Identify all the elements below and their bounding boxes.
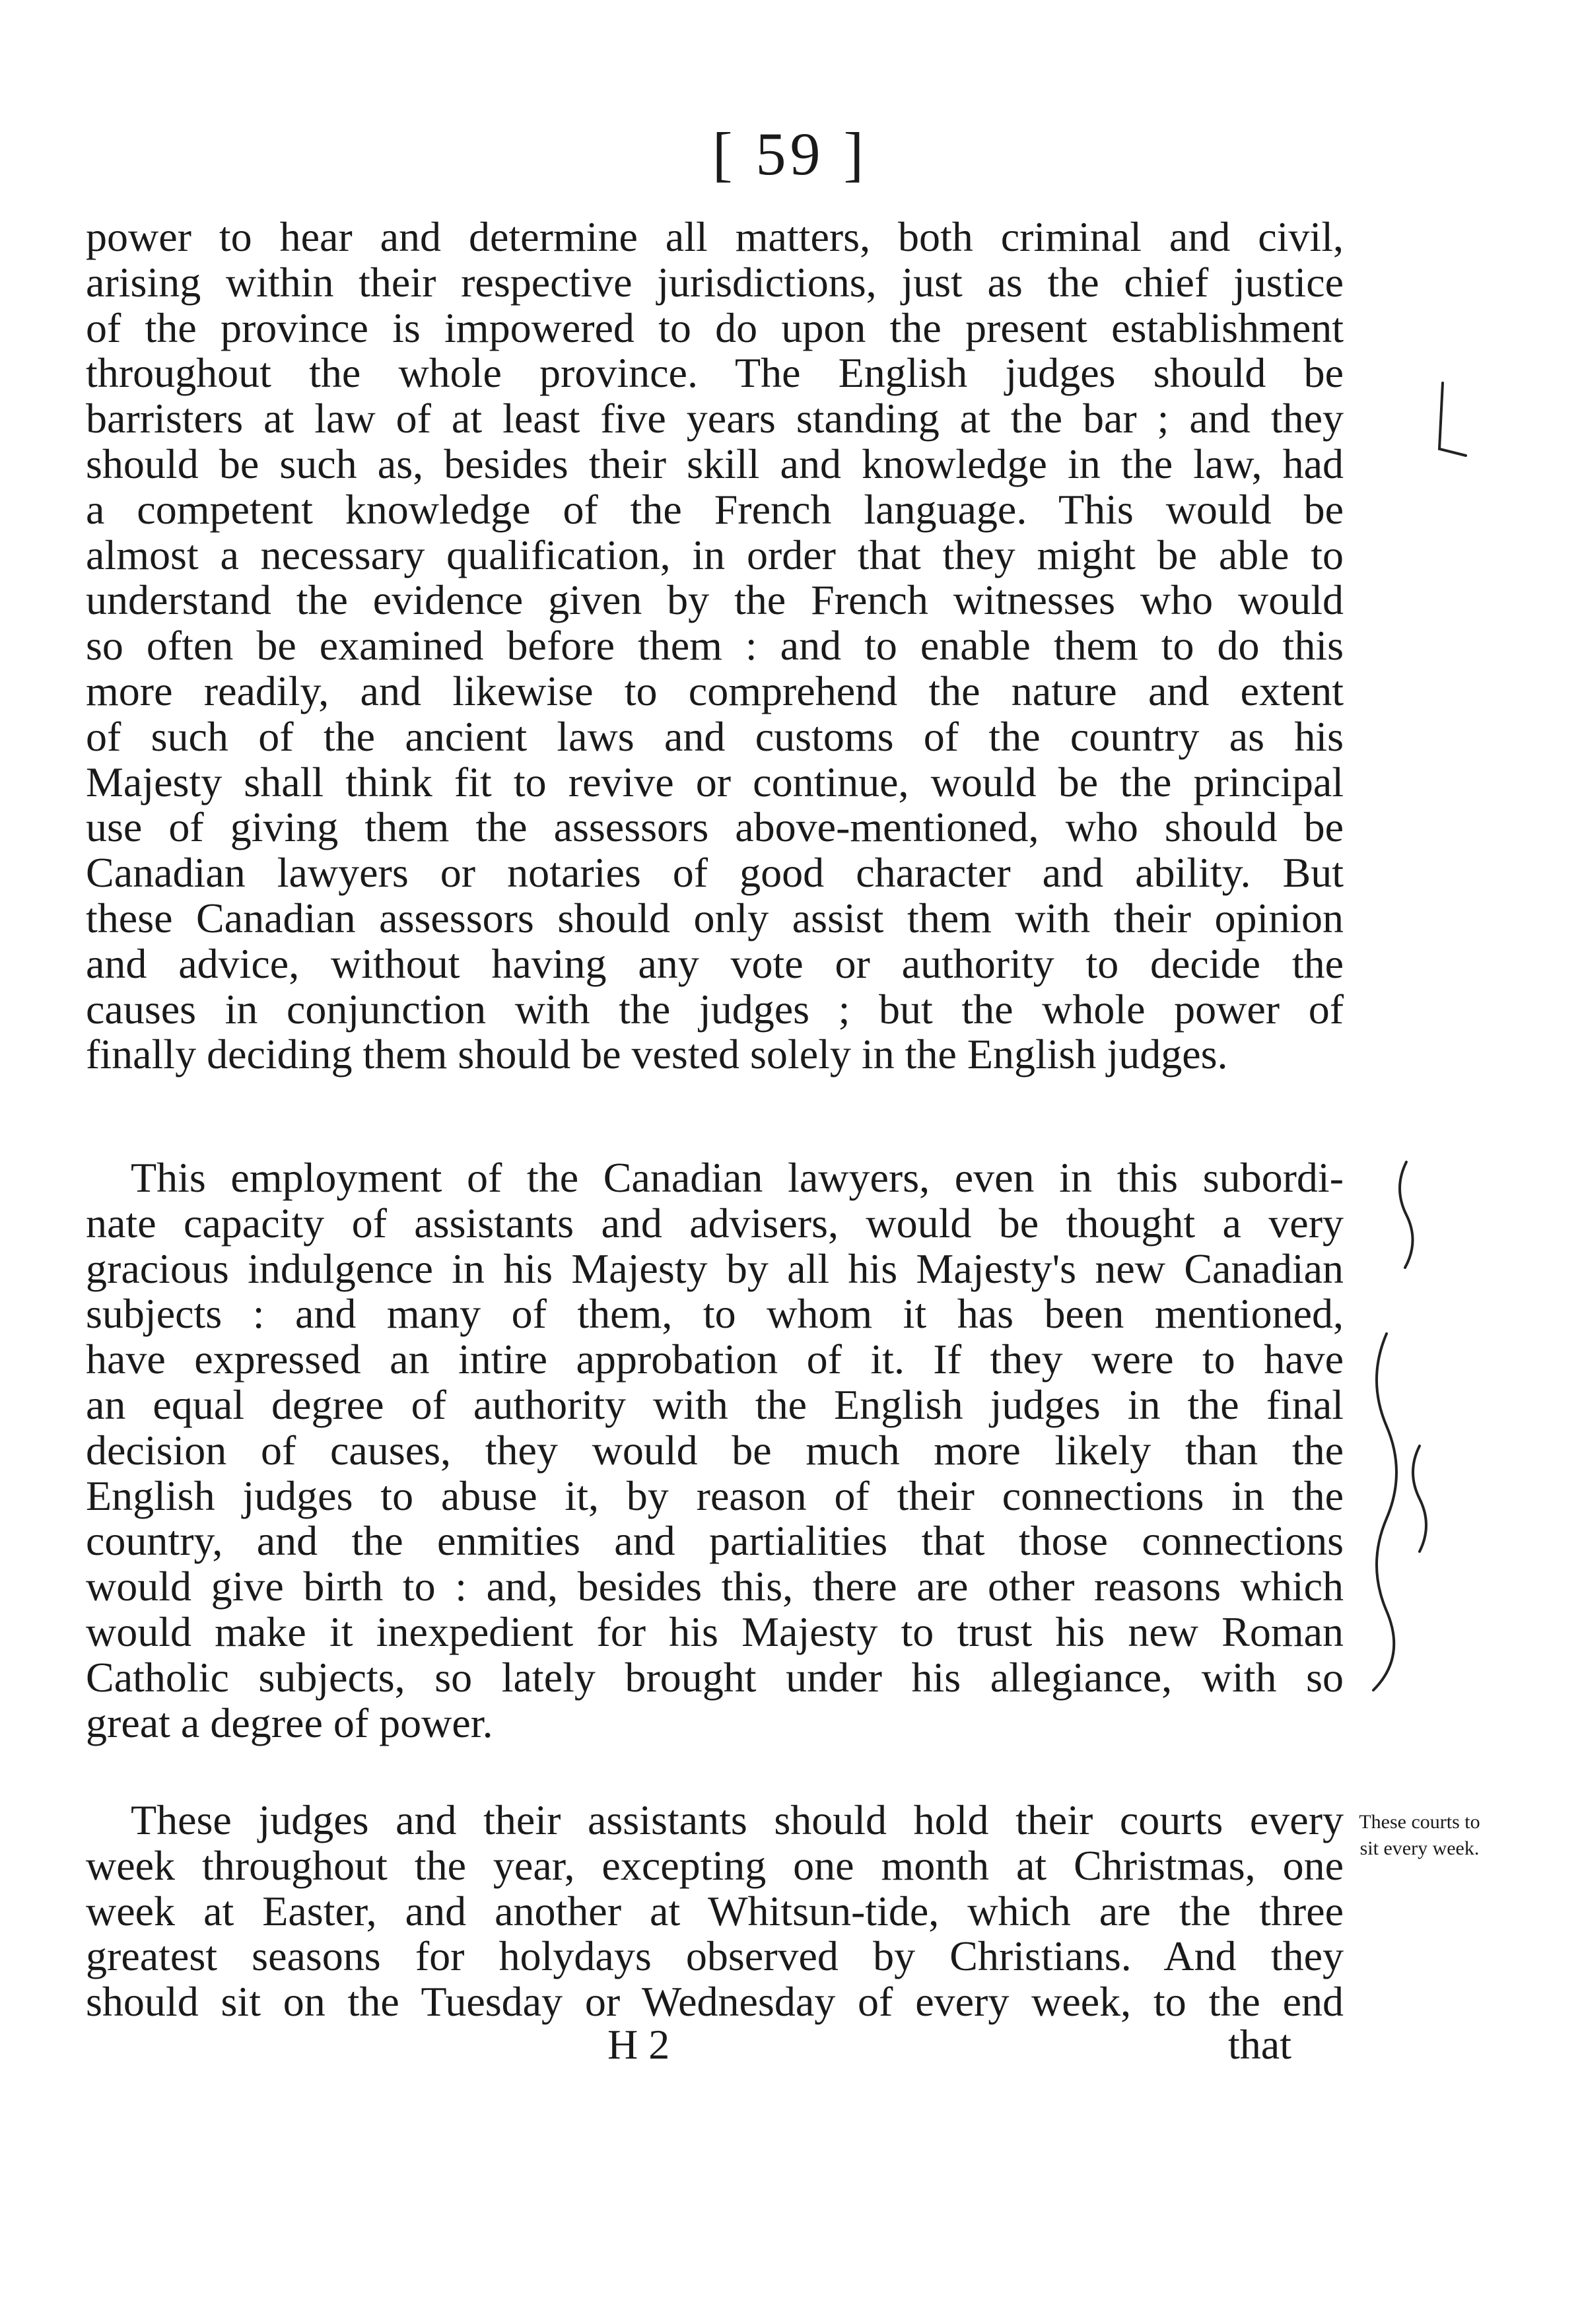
text-line: more readily, and likewise to comprehend the nature and extent <box>86 667 1344 714</box>
text-line: These judges and their assistants should hold their courts every <box>131 1796 1344 1843</box>
text-line: barristers at law of at least five years standing at the bar ; and they <box>86 395 1344 442</box>
text-line: Canadian lawyers or notaries of good character and ability. But <box>86 849 1344 897</box>
text-line: and advice, without having any vote or authority to decide the <box>86 940 1344 987</box>
text-line: week at Easter, and another at Whitsun-tide, which are the three <box>86 1887 1344 1934</box>
margin-note-line: sit every week. <box>1359 1837 1480 1859</box>
paragraph-2 <box>86 1155 1344 1746</box>
text-line: gracious indulgence in his Majesty by all his Majesty's new Canadian <box>86 1245 1344 1292</box>
text-line: finally deciding them should be vested solely in the English judges. <box>86 1031 1228 1078</box>
margin-note-line: These courts to <box>1359 1811 1480 1833</box>
text-line: these Canadian assessors should only assist them with their opinion <box>86 894 1344 941</box>
text-line: This employment of the Canadian lawyers, even in this subordi- <box>131 1154 1344 1201</box>
text-line: would give birth to : and, besides this, there are other reasons which <box>86 1563 1344 1610</box>
squiggle-mark <box>1413 1446 1426 1552</box>
squiggle-mark <box>1373 1334 1396 1690</box>
text-line: have expressed an intire approbation of it. If they were to have <box>86 1336 1344 1383</box>
text-line: English judges to abuse it, by reason of their connections in the <box>86 1472 1344 1519</box>
squiggle-mark <box>1400 1162 1413 1268</box>
text-line: Catholic subjects, so lately brought under his allegiance, with so <box>86 1653 1344 1701</box>
text-line: of the province is impowered to do upon the present establishment <box>86 304 1344 351</box>
text-line: power to hear and determine all matters, both criminal and civil, <box>86 213 1344 260</box>
page-number: [ 59 ] <box>712 120 868 188</box>
text-line: use of giving them the assessors above-mentioned, who should be <box>86 803 1344 851</box>
text-line: would make it inexpedient for his Majesty to trust his new Roman <box>86 1608 1344 1655</box>
paragraph-3 <box>86 1798 1344 2025</box>
text-line: greatest seasons for holydays observed by Christians. And they <box>86 1932 1344 1980</box>
text-line: almost a necessary qualification, in order that they might be able to <box>86 531 1344 578</box>
text-line: week throughout the year, excepting one month at Christmas, one <box>86 1841 1344 1889</box>
catchword: that <box>1228 2021 1291 2068</box>
text-line: a competent knowledge of the French language. This would be <box>86 485 1344 533</box>
text-line: arising within their respective jurisdictions, just as the chief justice <box>86 258 1344 306</box>
text-line: causes in conjunction with the judges ; but the whole power of <box>86 985 1344 1033</box>
text-line: of such of the ancient laws and customs of the country as his <box>86 712 1344 760</box>
text-line: decision of causes, they would be much more likely than the <box>86 1426 1344 1474</box>
signature-mark: H 2 <box>607 2021 670 2068</box>
text-line: should sit on the Tuesday or Wednesday of every week, to the end <box>86 1978 1344 2026</box>
text-line: should be such as, besides their skill and knowledge in the law, had <box>86 440 1344 487</box>
paragraph-1 <box>86 215 1344 1077</box>
text-line: nate capacity of assistants and advisers, would be thought a very <box>86 1199 1344 1247</box>
bracket-mark <box>1439 383 1466 456</box>
text-line: Majesty shall think fit to revive or continue, would be the principal <box>86 758 1344 805</box>
text-line: subjects : and many of them, to whom it has been mentioned, <box>86 1290 1344 1338</box>
text-line: understand the evidence given by the French witnesses who would <box>86 576 1344 624</box>
text-line: great a degree of power. <box>86 1699 493 1746</box>
text-line: country, and the enmities and partialities that those connections <box>86 1517 1344 1565</box>
margin-note <box>1321 1809 1519 1862</box>
text-line: so often be examined before them : and to enable them to do this <box>86 622 1344 669</box>
text-line: an equal degree of authority with the English judges in the final <box>86 1381 1344 1428</box>
text-line: throughout the whole province. The English judges should be <box>86 349 1344 397</box>
